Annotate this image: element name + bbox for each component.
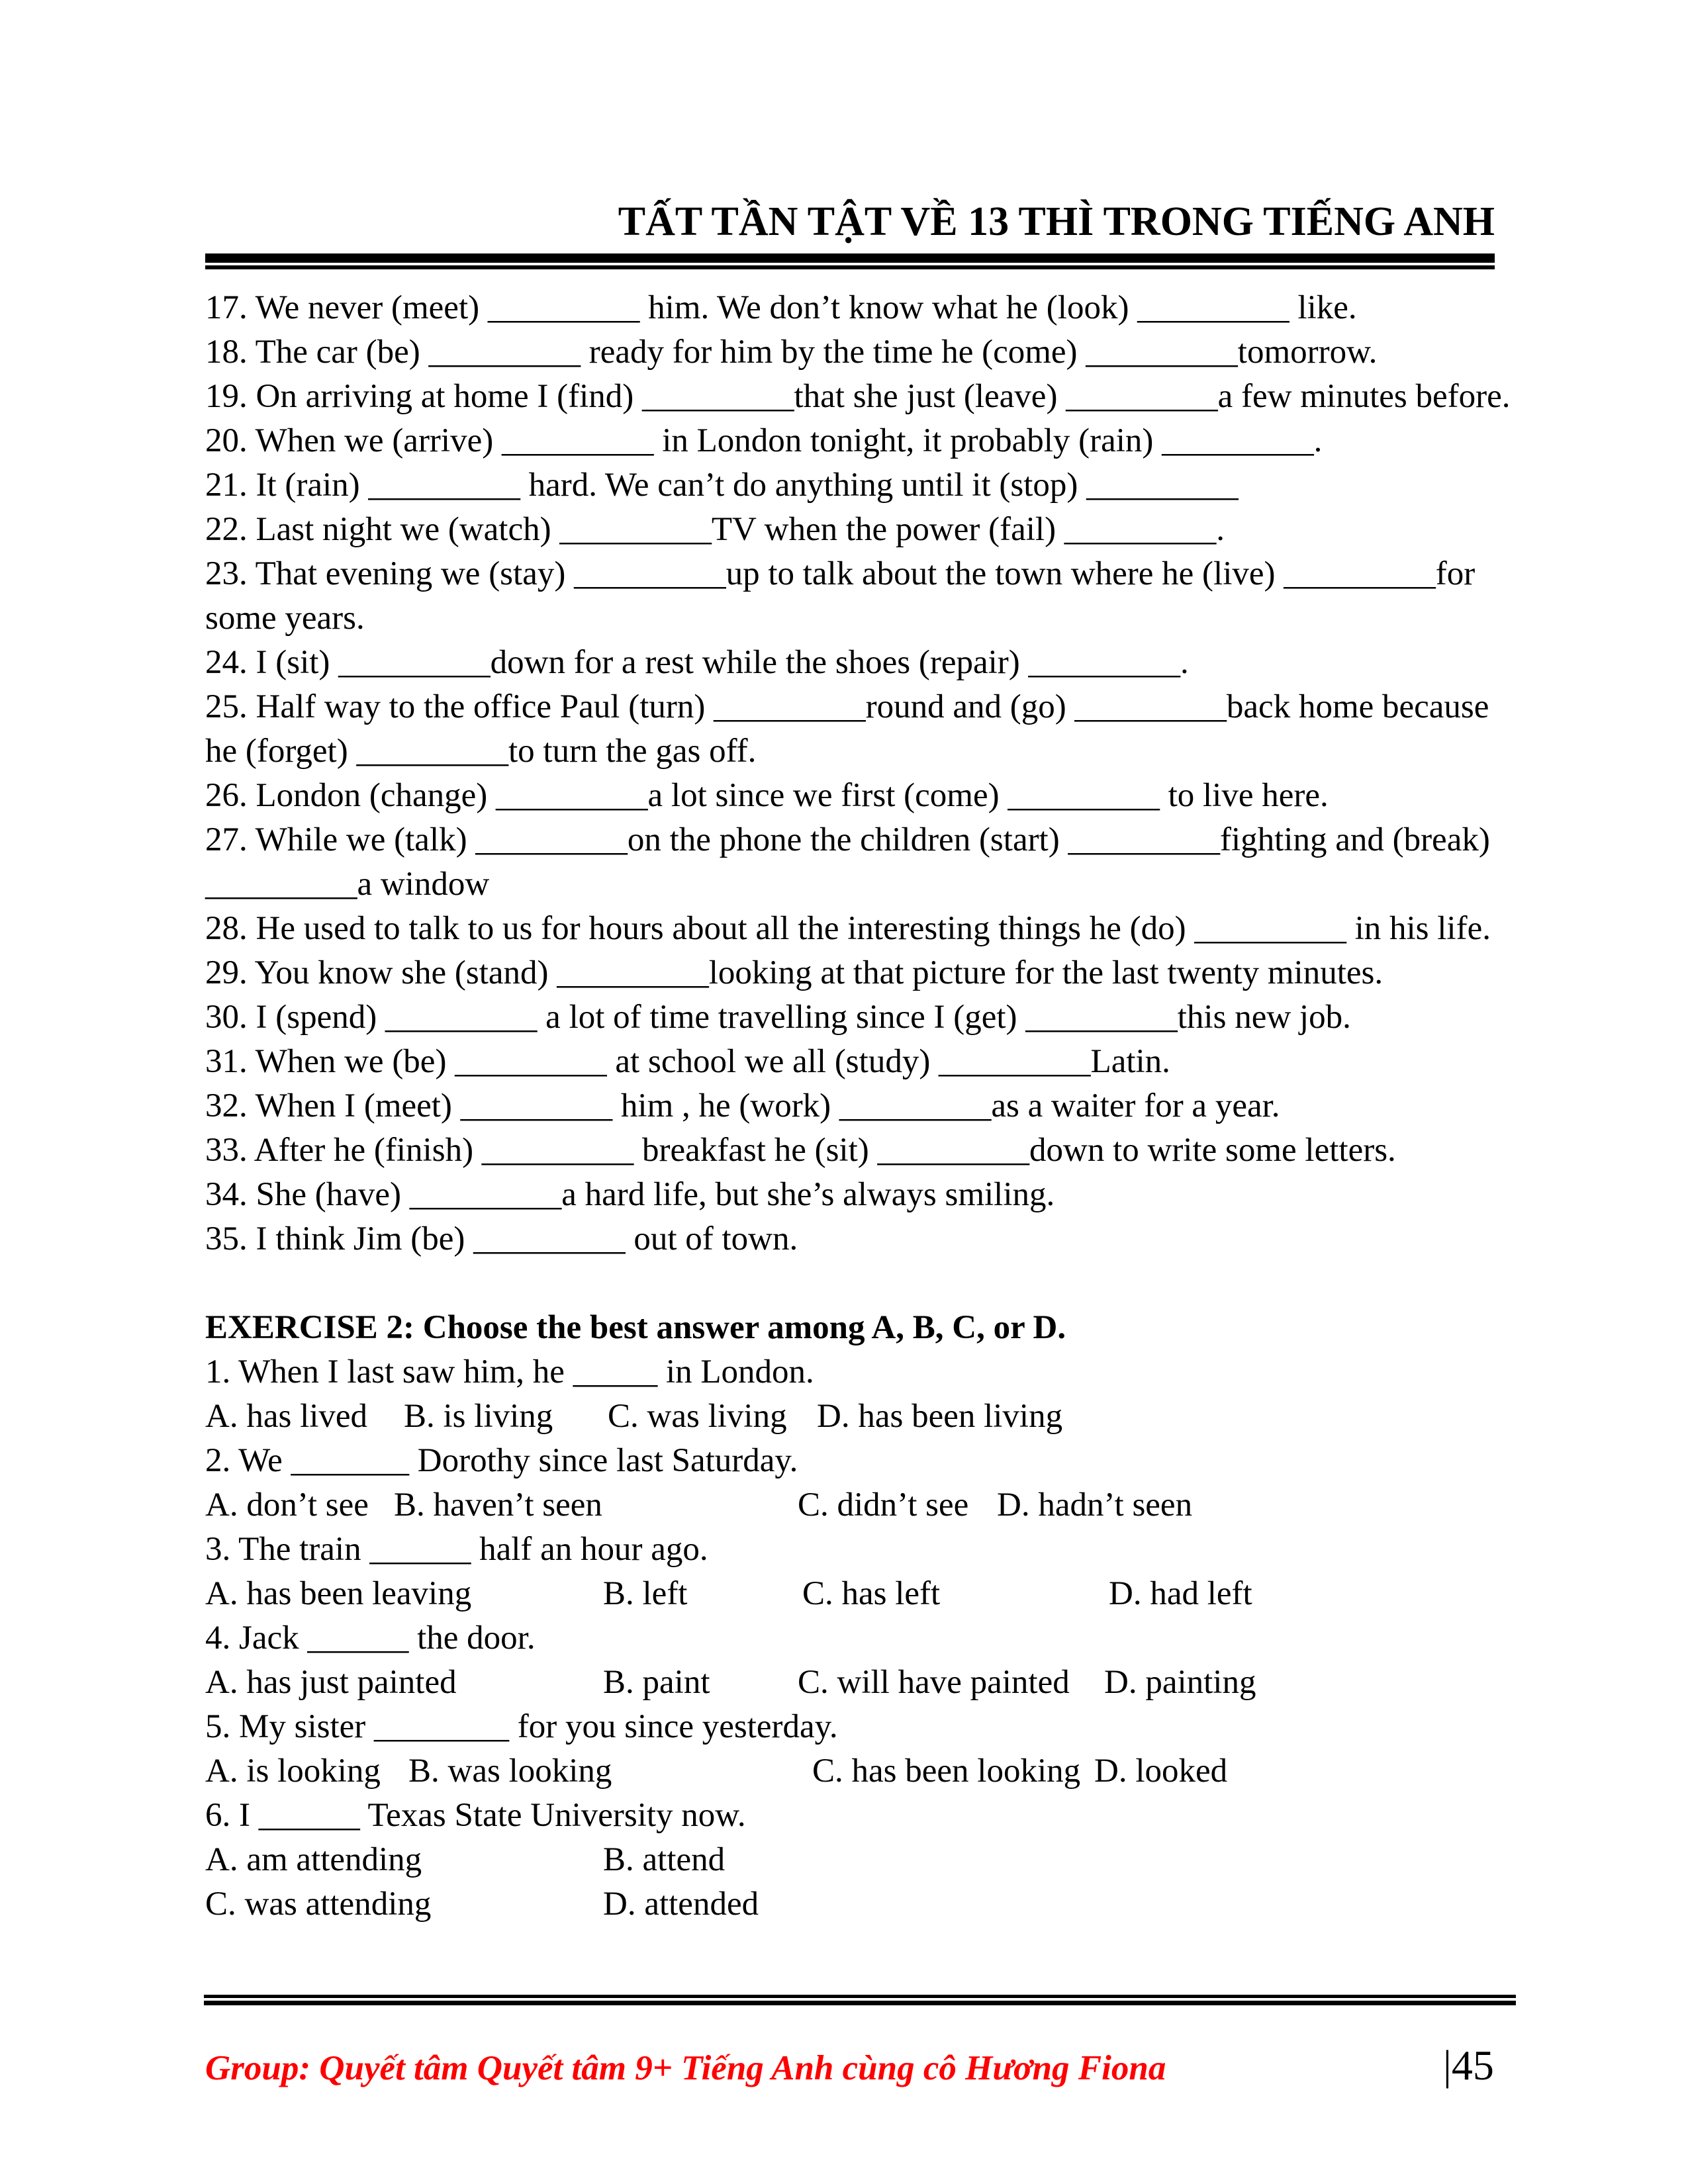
answer-option-a: A. has lived bbox=[205, 1398, 368, 1435]
exercise1-line: 28. He used to talk to us for hours about all the interesting things he (do) _________ in his life. bbox=[205, 910, 1491, 947]
answer-option-d: D. attended bbox=[603, 1886, 759, 1923]
exercise1-line: 25. Half way to the office Paul (turn) _________round and (go) _________back home because bbox=[205, 688, 1489, 725]
answer-option-a: A. has just painted bbox=[205, 1664, 457, 1701]
question-1-options bbox=[205, 1394, 1523, 1439]
question-3-options bbox=[205, 1572, 1523, 1616]
exercise1-line: 21. It (rain) _________ hard. We can’t do anything until it (stop) _________ bbox=[205, 467, 1239, 504]
exercise1-line: 30. I (spend) _________ a lot of time travelling since I (get) _________this new job. bbox=[205, 999, 1351, 1036]
exercise1-line: he (forget) _________to turn the gas off. bbox=[205, 733, 757, 770]
question-1-text: 1. When I last saw him, he _____ in London. bbox=[205, 1353, 814, 1390]
answer-option-d: D. hadn’t seen bbox=[997, 1486, 1193, 1524]
question-6-options-row-1 bbox=[205, 1838, 1523, 1882]
answer-option-b: B. attend bbox=[603, 1841, 726, 1878]
exercise1-line: 22. Last night we (watch) _________TV when the power (fail) _________. bbox=[205, 511, 1225, 548]
question-6-options-row-2 bbox=[205, 1882, 1523, 1927]
exercise1-line: 24. I (sit) _________down for a rest while the shoes (repair) _________. bbox=[205, 644, 1189, 681]
page-number: |45 bbox=[1443, 2042, 1494, 2089]
answer-option-d: D. had left bbox=[1109, 1575, 1252, 1612]
question-5-text: 5. My sister ________ for you since yesterday. bbox=[205, 1708, 838, 1745]
exercise1-line: 18. The car (be) _________ ready for him by the time he (come) _________tomorrow. bbox=[205, 334, 1378, 371]
footer-rule bbox=[204, 1995, 1516, 2005]
exercise1-line: 17. We never (meet) _________ him. We don’t know what he (look) _________ like. bbox=[205, 289, 1357, 326]
answer-option-b: B. left bbox=[603, 1575, 688, 1612]
header-rule bbox=[205, 253, 1495, 269]
answer-option-a: A. is looking bbox=[205, 1752, 381, 1790]
exercise1-line: 20. When we (arrive) _________ in London tonight, it probably (rain) _________. bbox=[205, 422, 1323, 459]
exercise2-heading: EXERCISE 2: Choose the best answer among A, B, C, or D. bbox=[205, 1309, 1066, 1346]
exercise1-line: 35. I think Jim (be) _________ out of town. bbox=[205, 1220, 798, 1257]
question-4-options bbox=[205, 1661, 1523, 1705]
exercise1-line: 29. You know she (stand) _________looking at that picture for the last twenty minutes. bbox=[205, 954, 1383, 991]
answer-option-b: B. haven’t seen bbox=[394, 1486, 602, 1524]
answer-option-c: C. will have painted bbox=[798, 1664, 1070, 1701]
header-rule-thin-line bbox=[205, 265, 1495, 269]
exercise1-line: 26. London (change) _________a lot since we first (come) _________ to live here. bbox=[205, 777, 1329, 814]
exercise1-line: 19. On arriving at home I (find) _________that she just (leave) _________a few minutes before. bbox=[205, 378, 1511, 415]
exercise1-line: 34. She (have) _________a hard life, but she’s always smiling. bbox=[205, 1176, 1055, 1213]
question-2-text: 2. We _______ Dorothy since last Saturday. bbox=[205, 1442, 798, 1479]
question-6-text: 6. I ______ Texas State University now. bbox=[205, 1797, 746, 1834]
exercise1-line: some years. bbox=[205, 600, 365, 637]
question-5-options bbox=[205, 1749, 1523, 1794]
exercise1-line: 27. While we (talk) _________on the phone the children (start) _________fighting and (break) bbox=[205, 821, 1490, 858]
answer-option-c: C. didn’t see bbox=[798, 1486, 969, 1524]
answer-option-a: A. am attending bbox=[205, 1841, 422, 1878]
question-2-options bbox=[205, 1483, 1523, 1527]
answer-option-b: B. was looking bbox=[408, 1752, 612, 1790]
header-rule-thick-line bbox=[205, 253, 1495, 263]
answer-option-c: C. has been looking bbox=[812, 1752, 1081, 1790]
exercise1-line: 33. After he (finish) _________ breakfast he (sit) _________down to write some letters. bbox=[205, 1132, 1396, 1169]
answer-option-d: D. painting bbox=[1104, 1664, 1256, 1701]
question-4-text: 4. Jack ______ the door. bbox=[205, 1619, 536, 1657]
answer-option-d: D. looked bbox=[1094, 1752, 1228, 1790]
question-3-text: 3. The train ______ half an hour ago. bbox=[205, 1531, 708, 1568]
exercise1-line: 32. When I (meet) _________ him , he (work) _________as a waiter for a year. bbox=[205, 1087, 1280, 1124]
page-title: TẤT TẦN TẬT VỀ 13 THÌ TRONG TIẾNG ANH bbox=[618, 199, 1495, 244]
answer-option-b: B. paint bbox=[603, 1664, 710, 1701]
answer-option-c: C. was attending bbox=[205, 1886, 432, 1923]
blank-line bbox=[205, 1261, 1523, 1306]
footer-group-label: Group: Quyết tâm Quyết tâm 9+ Tiếng Anh cùng cô Hương Fiona bbox=[205, 2049, 1166, 2087]
footer-rule-thick-line bbox=[204, 2001, 1516, 2005]
answer-option-c: C. has left bbox=[802, 1575, 941, 1612]
document-body bbox=[205, 286, 1523, 1927]
answer-option-a: A. has been leaving bbox=[205, 1575, 472, 1612]
answer-option-d: D. has been living bbox=[817, 1398, 1063, 1435]
answer-option-a: A. don’t see bbox=[205, 1486, 369, 1524]
exercise1-line: 23. That evening we (stay) _________up to talk about the town where he (live) _________for bbox=[205, 555, 1476, 592]
exercise1-line: _________a window bbox=[205, 866, 490, 903]
answer-option-c: C. was living bbox=[608, 1398, 787, 1435]
exercise1-line: 31. When we (be) _________ at school we all (study) _________Latin. bbox=[205, 1043, 1170, 1080]
answer-option-b: B. is living bbox=[404, 1398, 553, 1435]
